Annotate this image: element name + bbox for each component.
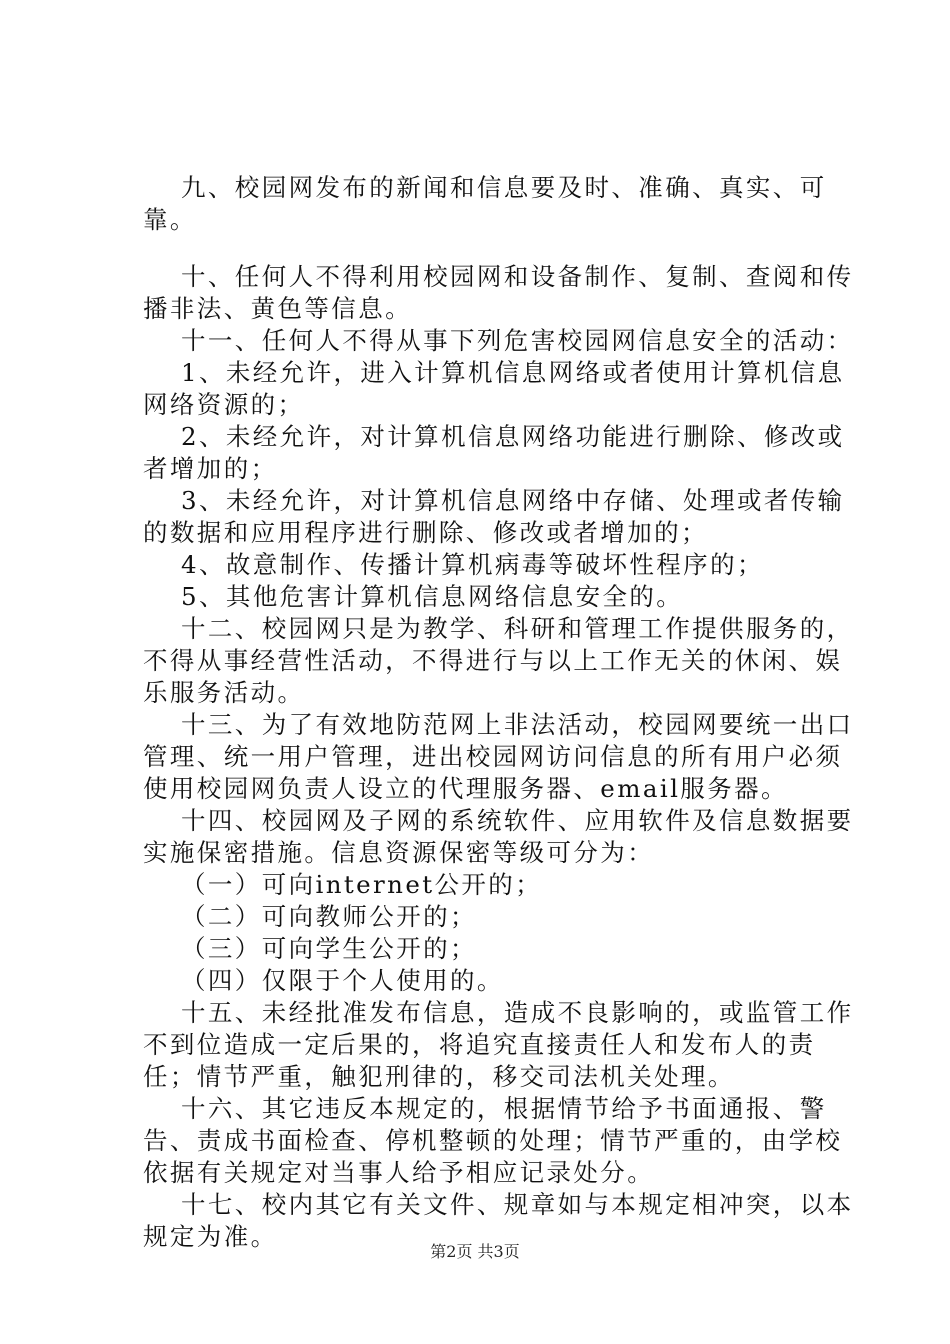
paragraph-12: 十二、校园网只是为教学、科研和管理工作提供服务的，不得从事经营性活动，不得进行与以上工作无关的休闲、娱乐服务活动。 (143, 614, 854, 707)
list-item-3: 3、未经允许，对计算机信息网络中存储、处理或者传输的数据和应用程序进行删除、修改或者增加的； (143, 486, 845, 547)
document-body (143, 172, 863, 1253)
list-item-5: 5、其他危害计算机信息网络信息安全的。 (181, 582, 684, 611)
paragraph-16: 十六、其它违反本规定的，根据情节给予书面通报、警告、责成书面检查、停机整顿的处理；情节严重的，由学校依据有关规定对当事人给予相应记录处分。 (143, 1094, 843, 1187)
paragraph-14: 十四、校园网及子网的系统软件、应用软件及信息数据要实施保密措施。信息资源保密等级可分为： (143, 806, 854, 867)
paragraph-11: 十一、任何人不得从事下列危害校园网信息安全的活动： (181, 326, 854, 355)
level-item-3: （三）可向学生公开的； (181, 934, 477, 963)
paragraph-17: 十七、校内其它有关文件、规章如与本规定相冲突，以本规定为准。 (143, 1190, 854, 1251)
paragraph-13: 十三、为了有效地防范网上非法活动，校园网要统一出口管理、统一用户管理，进出校园网访问信息的所有用户必须使用校园网负责人设立的代理服务器、email服务器。 (143, 710, 854, 803)
level-item-1: （一）可向internet公开的； (181, 870, 543, 899)
paragraph-9: 九、校园网发布的新闻和信息要及时、准确、真实、可靠。 (143, 173, 827, 234)
paragraph-15: 十五、未经批准发布信息，造成不良影响的，或监管工作不到位造成一定后果的，将追究直接责任人和发布人的责任；情节严重，触犯刑律的，移交司法机关处理。 (143, 998, 854, 1091)
list-item-2: 2、未经允许，对计算机信息网络功能进行删除、修改或者增加的； (143, 422, 845, 483)
paragraph-10: 十、任何人不得利用校园网和设备制作、复制、查阅和传播非法、黄色等信息。 (143, 262, 854, 323)
level-item-2: （二）可向教师公开的； (181, 902, 477, 931)
page-number-footer: 第2页 共3页 (430, 1242, 520, 1261)
list-item-1: 1、未经允许，进入计算机信息网络或者使用计算机信息网络资源的； (143, 358, 845, 419)
level-item-4: （四）仅限于个人使用的。 (181, 966, 504, 995)
list-item-4: 4、故意制作、传播计算机病毒等破坏性程序的； (181, 550, 764, 579)
